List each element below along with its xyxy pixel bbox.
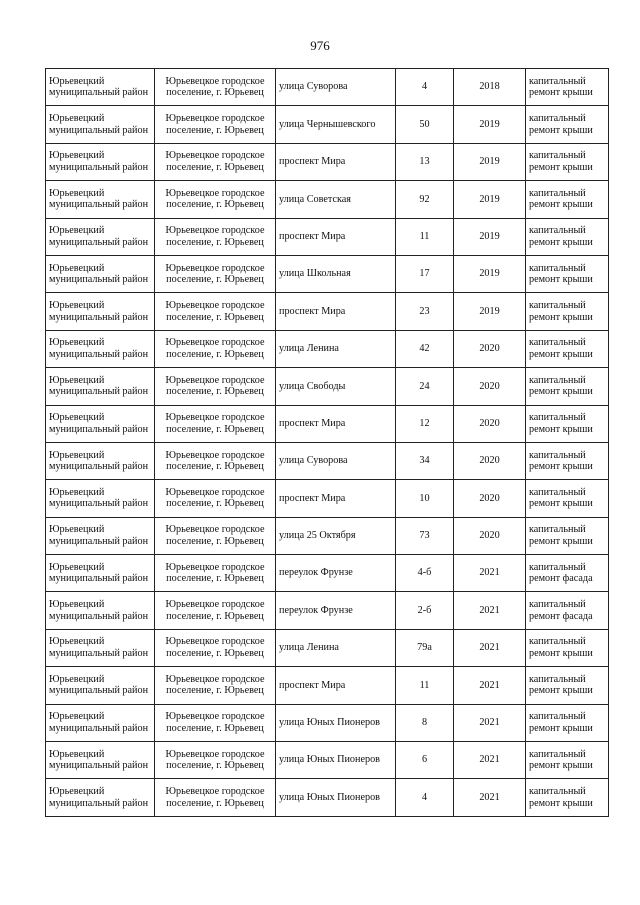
table-row	[46, 181, 609, 218]
work-type-cell: капитальный ремонт крыши	[526, 517, 609, 554]
year-cell: 2021	[454, 779, 526, 816]
district-cell: Юрьевецкий муниципальный район	[46, 480, 155, 517]
table-row	[46, 255, 609, 292]
settlement-cell: Юрьевецкое городское поселение, г. Юрьевец	[155, 405, 276, 442]
year-cell: 2019	[454, 106, 526, 143]
settlement-cell: Юрьевецкое городское поселение, г. Юрьевец	[155, 106, 276, 143]
district-cell: Юрьевецкий муниципальный район	[46, 442, 155, 479]
settlement-cell: Юрьевецкое городское поселение, г. Юрьевец	[155, 480, 276, 517]
settlement-cell: Юрьевецкое городское поселение, г. Юрьевец	[155, 704, 276, 741]
year-cell: 2019	[454, 143, 526, 180]
district-cell: Юрьевецкий муниципальный район	[46, 218, 155, 255]
street-cell: улица Свободы	[276, 368, 396, 405]
house-number-cell: 6	[396, 742, 454, 779]
table-row	[46, 69, 609, 106]
house-number-cell: 2-б	[396, 592, 454, 629]
table-row	[46, 555, 609, 592]
table-row	[46, 779, 609, 816]
table-row	[46, 143, 609, 180]
house-number-cell: 4	[396, 69, 454, 106]
district-cell: Юрьевецкий муниципальный район	[46, 368, 155, 405]
repair-schedule-table	[45, 68, 609, 817]
street-cell: улица Суворова	[276, 69, 396, 106]
district-cell: Юрьевецкий муниципальный район	[46, 143, 155, 180]
district-cell: Юрьевецкий муниципальный район	[46, 255, 155, 292]
settlement-cell: Юрьевецкое городское поселение, г. Юрьевец	[155, 629, 276, 666]
table-row	[46, 368, 609, 405]
district-cell: Юрьевецкий муниципальный район	[46, 592, 155, 629]
table-row	[46, 442, 609, 479]
table-row	[46, 106, 609, 143]
table-row	[46, 517, 609, 554]
district-cell: Юрьевецкий муниципальный район	[46, 69, 155, 106]
year-cell: 2020	[454, 330, 526, 367]
year-cell: 2020	[454, 442, 526, 479]
table-row	[46, 405, 609, 442]
street-cell: проспект Мира	[276, 293, 396, 330]
house-number-cell: 4	[396, 779, 454, 816]
work-type-cell: капитальный ремонт крыши	[526, 480, 609, 517]
settlement-cell: Юрьевецкое городское поселение, г. Юрьевец	[155, 368, 276, 405]
street-cell: улица Ленина	[276, 330, 396, 367]
year-cell: 2021	[454, 555, 526, 592]
house-number-cell: 4-б	[396, 555, 454, 592]
work-type-cell: капитальный ремонт крыши	[526, 629, 609, 666]
year-cell: 2020	[454, 517, 526, 554]
settlement-cell: Юрьевецкое городское поселение, г. Юрьевец	[155, 330, 276, 367]
house-number-cell: 34	[396, 442, 454, 479]
street-cell: улица Школьная	[276, 255, 396, 292]
table-row	[46, 629, 609, 666]
settlement-cell: Юрьевецкое городское поселение, г. Юрьевец	[155, 667, 276, 704]
work-type-cell: капитальный ремонт крыши	[526, 218, 609, 255]
street-cell: улица Юных Пионеров	[276, 704, 396, 741]
settlement-cell: Юрьевецкое городское поселение, г. Юрьевец	[155, 181, 276, 218]
district-cell: Юрьевецкий муниципальный район	[46, 330, 155, 367]
street-cell: переулок Фрунзе	[276, 592, 396, 629]
street-cell: улица 25 Октября	[276, 517, 396, 554]
district-cell: Юрьевецкий муниципальный район	[46, 704, 155, 741]
work-type-cell: капитальный ремонт крыши	[526, 255, 609, 292]
settlement-cell: Юрьевецкое городское поселение, г. Юрьевец	[155, 442, 276, 479]
year-cell: 2020	[454, 368, 526, 405]
settlement-cell: Юрьевецкое городское поселение, г. Юрьевец	[155, 779, 276, 816]
work-type-cell: капитальный ремонт фасада	[526, 555, 609, 592]
house-number-cell: 10	[396, 480, 454, 517]
work-type-cell: капитальный ремонт крыши	[526, 69, 609, 106]
work-type-cell: капитальный ремонт крыши	[526, 293, 609, 330]
district-cell: Юрьевецкий муниципальный район	[46, 555, 155, 592]
work-type-cell: капитальный ремонт крыши	[526, 330, 609, 367]
street-cell: улица Юных Пионеров	[276, 779, 396, 816]
table-row	[46, 330, 609, 367]
settlement-cell: Юрьевецкое городское поселение, г. Юрьевец	[155, 517, 276, 554]
settlement-cell: Юрьевецкое городское поселение, г. Юрьевец	[155, 742, 276, 779]
street-cell: проспект Мира	[276, 667, 396, 704]
settlement-cell: Юрьевецкое городское поселение, г. Юрьевец	[155, 143, 276, 180]
year-cell: 2020	[454, 480, 526, 517]
district-cell: Юрьевецкий муниципальный район	[46, 405, 155, 442]
district-cell: Юрьевецкий муниципальный район	[46, 517, 155, 554]
street-cell: проспект Мира	[276, 480, 396, 517]
street-cell: переулок Фрунзе	[276, 555, 396, 592]
work-type-cell: капитальный ремонт крыши	[526, 779, 609, 816]
year-cell: 2019	[454, 181, 526, 218]
settlement-cell: Юрьевецкое городское поселение, г. Юрьевец	[155, 592, 276, 629]
work-type-cell: капитальный ремонт крыши	[526, 667, 609, 704]
year-cell: 2019	[454, 255, 526, 292]
house-number-cell: 42	[396, 330, 454, 367]
street-cell: проспект Мира	[276, 143, 396, 180]
year-cell: 2021	[454, 629, 526, 666]
house-number-cell: 11	[396, 218, 454, 255]
work-type-cell: капитальный ремонт крыши	[526, 742, 609, 779]
table-row	[46, 218, 609, 255]
house-number-cell: 13	[396, 143, 454, 180]
work-type-cell: капитальный ремонт крыши	[526, 181, 609, 218]
house-number-cell: 92	[396, 181, 454, 218]
table-row	[46, 293, 609, 330]
year-cell: 2020	[454, 405, 526, 442]
district-cell: Юрьевецкий муниципальный район	[46, 293, 155, 330]
street-cell: улица Ленина	[276, 629, 396, 666]
house-number-cell: 79а	[396, 629, 454, 666]
house-number-cell: 24	[396, 368, 454, 405]
year-cell: 2019	[454, 293, 526, 330]
house-number-cell: 50	[396, 106, 454, 143]
year-cell: 2018	[454, 69, 526, 106]
street-cell: проспект Мира	[276, 218, 396, 255]
house-number-cell: 8	[396, 704, 454, 741]
street-cell: улица Юных Пионеров	[276, 742, 396, 779]
district-cell: Юрьевецкий муниципальный район	[46, 629, 155, 666]
table-row	[46, 742, 609, 779]
house-number-cell: 23	[396, 293, 454, 330]
table-row	[46, 592, 609, 629]
work-type-cell: капитальный ремонт крыши	[526, 368, 609, 405]
table-row	[46, 667, 609, 704]
district-cell: Юрьевецкий муниципальный район	[46, 779, 155, 816]
work-type-cell: капитальный ремонт фасада	[526, 592, 609, 629]
house-number-cell: 73	[396, 517, 454, 554]
year-cell: 2021	[454, 742, 526, 779]
street-cell: улица Суворова	[276, 442, 396, 479]
page-number: 976	[310, 38, 330, 53]
settlement-cell: Юрьевецкое городское поселение, г. Юрьевец	[155, 255, 276, 292]
year-cell: 2021	[454, 704, 526, 741]
work-type-cell: капитальный ремонт крыши	[526, 405, 609, 442]
district-cell: Юрьевецкий муниципальный район	[46, 667, 155, 704]
work-type-cell: капитальный ремонт крыши	[526, 442, 609, 479]
year-cell: 2019	[454, 218, 526, 255]
table-row	[46, 480, 609, 517]
settlement-cell: Юрьевецкое городское поселение, г. Юрьевец	[155, 69, 276, 106]
street-cell: проспект Мира	[276, 405, 396, 442]
work-type-cell: капитальный ремонт крыши	[526, 106, 609, 143]
district-cell: Юрьевецкий муниципальный район	[46, 106, 155, 143]
house-number-cell: 12	[396, 405, 454, 442]
district-cell: Юрьевецкий муниципальный район	[46, 181, 155, 218]
table-body	[46, 69, 609, 817]
work-type-cell: капитальный ремонт крыши	[526, 704, 609, 741]
settlement-cell: Юрьевецкое городское поселение, г. Юрьевец	[155, 293, 276, 330]
settlement-cell: Юрьевецкое городское поселение, г. Юрьевец	[155, 218, 276, 255]
table-row	[46, 704, 609, 741]
year-cell: 2021	[454, 592, 526, 629]
house-number-cell: 11	[396, 667, 454, 704]
street-cell: улица Чернышевского	[276, 106, 396, 143]
district-cell: Юрьевецкий муниципальный район	[46, 742, 155, 779]
settlement-cell: Юрьевецкое городское поселение, г. Юрьевец	[155, 555, 276, 592]
street-cell: улица Советская	[276, 181, 396, 218]
house-number-cell: 17	[396, 255, 454, 292]
work-type-cell: капитальный ремонт крыши	[526, 143, 609, 180]
year-cell: 2021	[454, 667, 526, 704]
